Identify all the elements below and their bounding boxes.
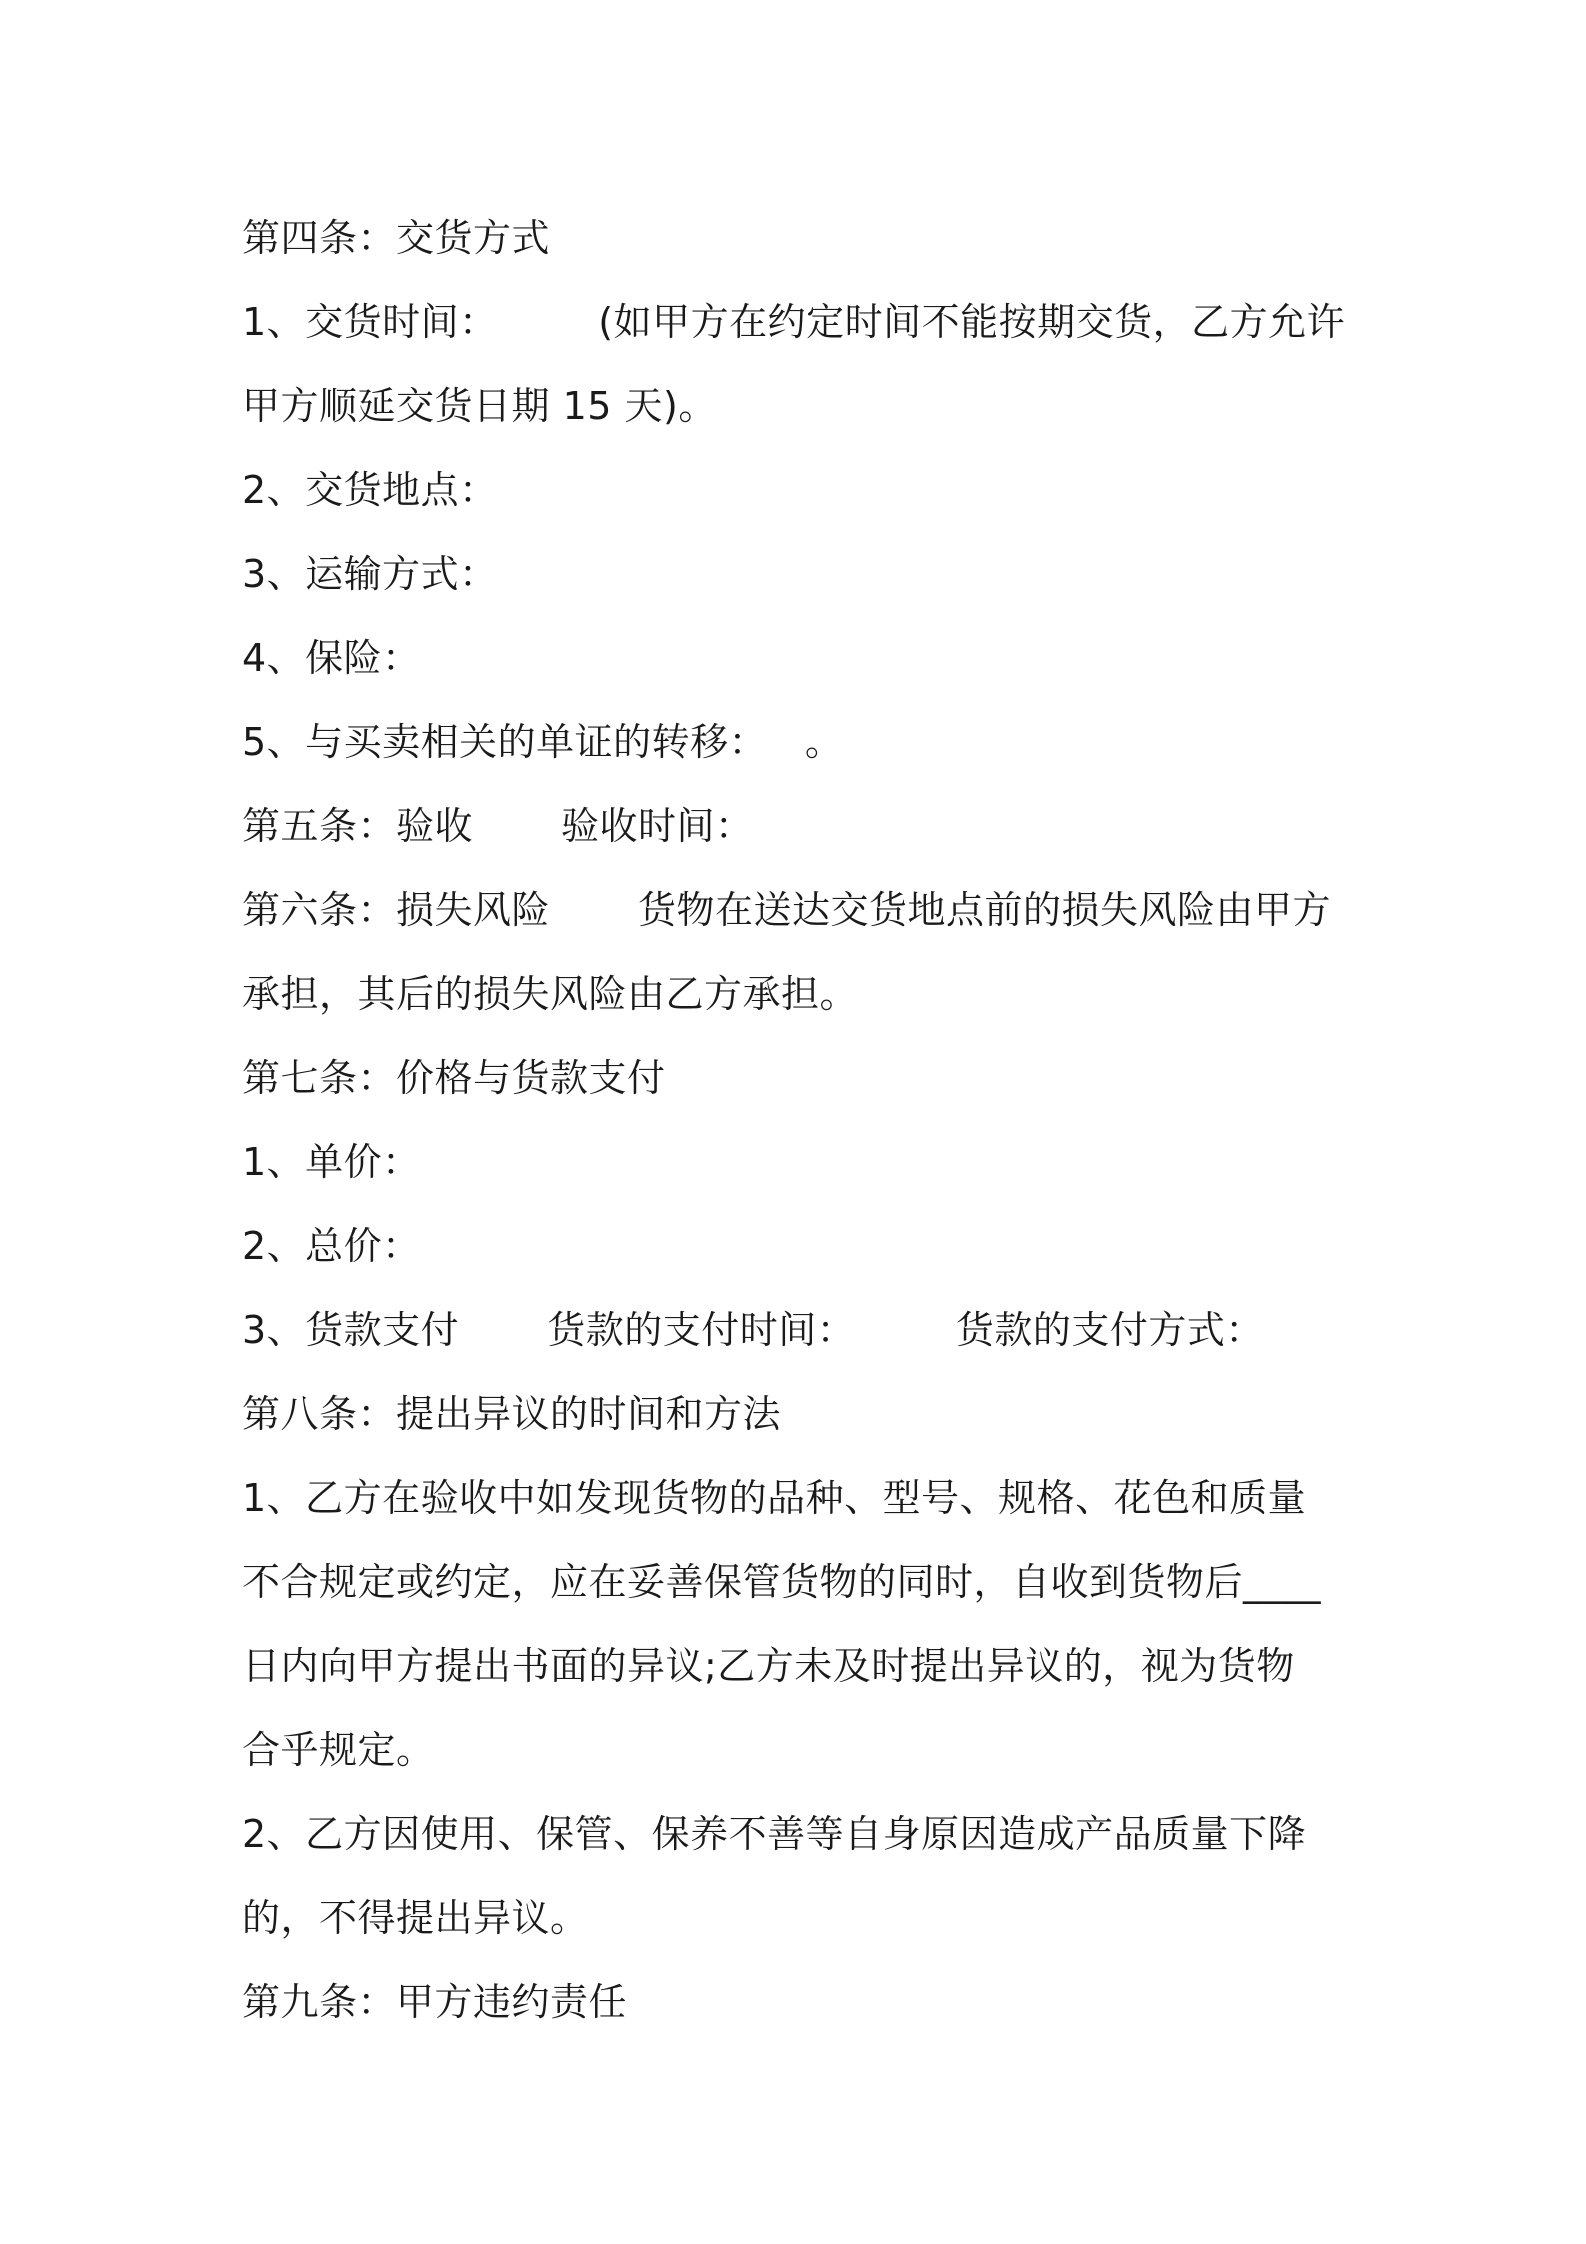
total-price-line: 2、总价： — [242, 1224, 421, 1268]
objection-clause-2-line-1: 2、乙方因使用、保管、保养不善等自身原因造成产品质量下降 — [242, 1812, 1307, 1856]
unit-price-line: 1、单价： — [242, 1140, 421, 1184]
article-6-continuation: 承担，其后的损失风险由乙方承担。 — [242, 972, 859, 1016]
article-6-line: 第六条：损失风险 货物在送达交货地点前的损失风险由甲方 — [242, 888, 1332, 932]
delivery-place-line: 2、交货地点： — [242, 468, 498, 512]
transport-method-line: 3、运输方式： — [242, 552, 498, 596]
objection-clause-2-line-2: 的，不得提出异议。 — [242, 1896, 589, 1940]
payment-line: 3、货款支付 货款的支付时间： 货款的支付方式： — [242, 1308, 1264, 1352]
objection-clause-1-line-4: 合乎规定。 — [242, 1728, 435, 1772]
insurance-line: 4、保险： — [242, 636, 421, 680]
objection-clause-1-line-2: 不合规定或约定，应在妥善保管货物的同时，自收到货物后____ — [242, 1560, 1322, 1604]
objection-clause-1-line-1: 1、乙方在验收中如发现货物的品种、型号、规格、花色和质量 — [242, 1476, 1307, 1520]
delivery-time-continuation: 甲方顺延交货日期 15 天)。 — [242, 384, 717, 428]
documents-transfer-line: 5、与买卖相关的单证的转移： 。 — [242, 720, 844, 764]
article-4-heading: 第四条：交货方式 — [242, 216, 551, 260]
article-9-heading: 第九条：甲方违约责任 — [242, 1980, 628, 2024]
article-7-heading: 第七条：价格与货款支付 — [242, 1056, 666, 1100]
article-8-heading: 第八条：提出异议的时间和方法 — [242, 1392, 782, 1436]
document-body — [242, 196, 1362, 2044]
delivery-time-line: 1、交货时间： (如甲方在约定时间不能按期交货，乙方允许 — [242, 300, 1346, 344]
objection-clause-1-line-3: 日内向甲方提出书面的异议;乙方未及时提出异议的，视为货物 — [242, 1644, 1295, 1688]
article-5-line: 第五条：验收 验收时间： — [242, 804, 754, 848]
